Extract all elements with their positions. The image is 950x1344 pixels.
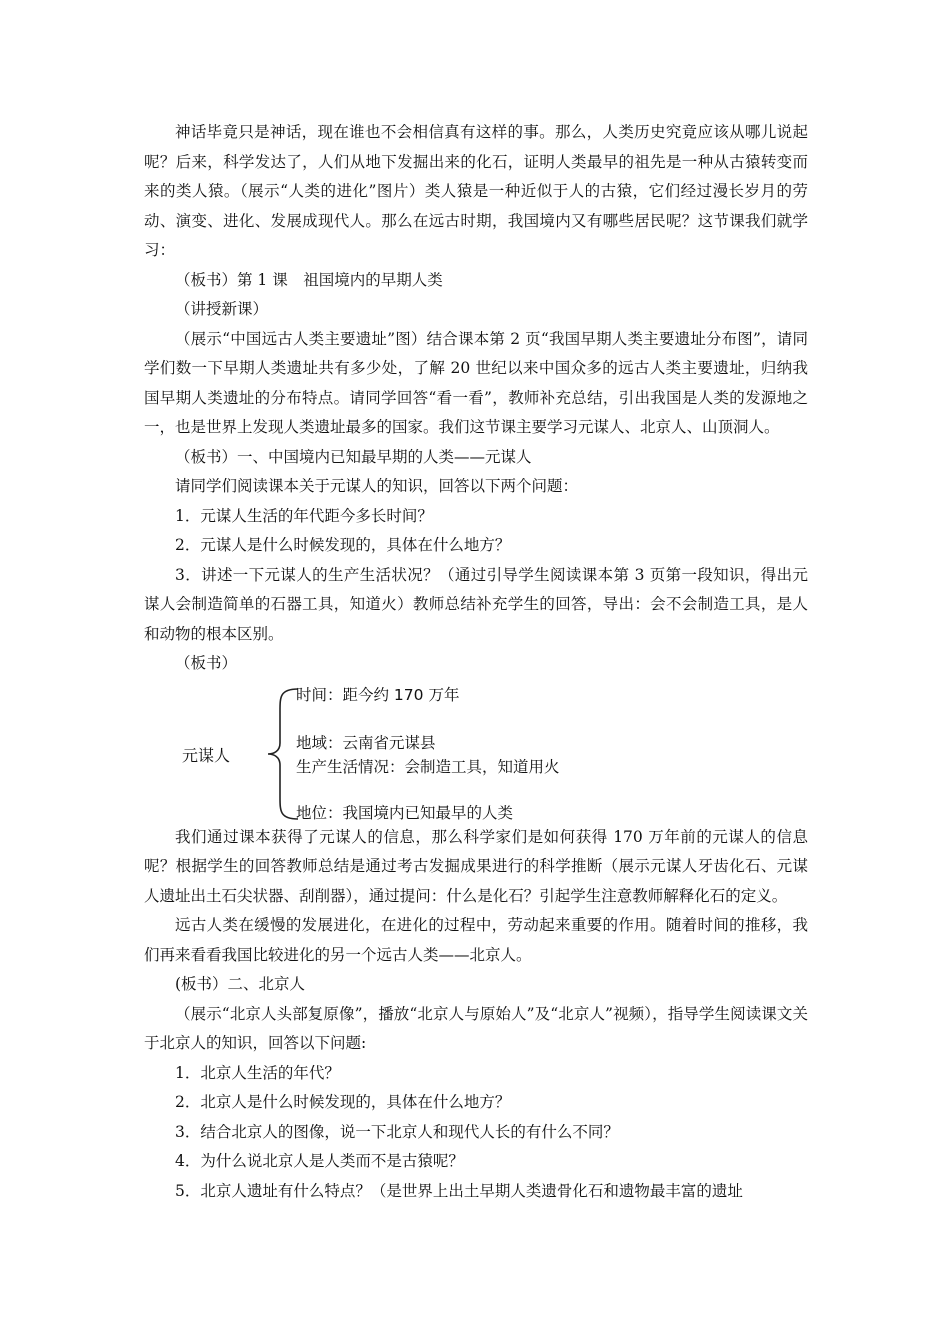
- board-heading-lesson: （板书）第 1 课 祖国境内的早期人类: [175, 270, 443, 289]
- question-beijing-2: 2．北京人是什么时候发现的，具体在什么地方？: [175, 1093, 511, 1111]
- paragraph-intro: 神话毕竟只是神话，现在谁也不会相信真有这样的事。那么，人类历史究竟应该从哪儿说起呢？后来，科学发达了，人们从地下发掘出来的化石，证明人类最早的祖先是一种从古猿转变而来的类人猿。（展示“人类的进化”图片）类人猿是一种近似于人的古猿，它们经过漫长岁月的劳动、演变、进化、发展成现代人。那么在远古时期，我国境内又有哪些居民呢？这节课我们就学习：: [144, 123, 808, 259]
- paragraph-evolution: 远古人类在缓慢的发展进化，在进化的过程中，劳动起来重要的作用。随着时间的推移，我们再来看看我国比较进化的另一个远古人类——北京人。: [144, 916, 808, 964]
- paragraph-read-yuanmou: 请同学们阅读课本关于元谋人的知识，回答以下两个问题：: [175, 477, 579, 495]
- question-yuanmou-1: 1．元谋人生活的年代距今多长时间？: [175, 506, 433, 525]
- board-heading-yuanmou: （板书）一、中国境内已知最早期的人类——元谋人: [175, 447, 532, 466]
- question-beijing-4: 4．为什么说北京人是人类而不是古猿呢？: [175, 1152, 464, 1170]
- paragraph-map: （展示“中国远古人类主要遗址”图）结合课本第 2 页“我国早期人类主要遗址分布图”，请同学们数一下早期人类遗址共有多少处，了解 20 世纪以来中国众多的远古人类主要遗址，归纳我国早期人类遗址的分布特点。请同学回答“看一看”，教师补充总结，引出我国是人类的发源地之一，也是世界上发现人类遗址最多的国家。我们这节课主要学习元谋人、北京人、山顶洞人。: [144, 329, 808, 436]
- diagram-item-region: 地域：云南省元谋县: [296, 733, 436, 752]
- yuanmou-brace-diagram: [144, 685, 808, 823]
- board-heading-beijing: (板书）二、北京人: [175, 975, 306, 993]
- document-page: [144, 118, 808, 1206]
- diagram-item-time: 时间：距今约 170 万年: [296, 685, 460, 704]
- question-beijing-5: 5．北京人遗址有什么特点？（是世界上出土早期人类遗骨化石和遗物最丰富的遗址: [175, 1181, 743, 1200]
- board-label: （板书）: [175, 654, 238, 672]
- question-yuanmou-3: 3．讲述一下元谋人的生产生活状况？（通过引导学生阅读课本第 3 页第一段知识，得出元谋人会制造简单的石器工具，知道火）教师总结补充学生的回答，导出：会不会制造工具，是人和动物的根本区别。: [144, 565, 808, 643]
- diagram-item-status: 地位：我国境内已知最早的人类: [296, 803, 514, 822]
- paragraph-beijing-intro: （展示“北京人头部复原像”，播放“北京人与原始人”及“北京人”视频），指导学生阅读课文关于北京人的知识，回答以下问题:: [144, 1004, 808, 1052]
- diagram-item-life: 生产生活情况：会制造工具，知道用火: [296, 757, 560, 776]
- question-beijing-1: 1．北京人生活的年代？: [175, 1063, 340, 1082]
- teaching-label: （讲授新课）: [175, 300, 269, 318]
- paragraph-fossil: 我们通过课本获得了元谋人的信息，那么科学家们是如何获得 170 万年前的元谋人的信息呢？根据学生的回答教师总结是通过考古发掘成果进行的科学推断（展示元谋人牙齿化石、元谋人遗址出土石尖状器、刮削器），通过提问：什么是化石？引起学生注意教师解释化石的定义。: [144, 827, 808, 905]
- diagram-root-label: 元谋人: [182, 745, 231, 765]
- question-beijing-3: 3．结合北京人的图像，说一下北京人和现代人长的有什么不同？: [175, 1122, 619, 1141]
- curly-brace-icon: [266, 687, 300, 821]
- question-yuanmou-2: 2．元谋人是什么时候发现的，具体在什么地方？: [175, 536, 511, 554]
